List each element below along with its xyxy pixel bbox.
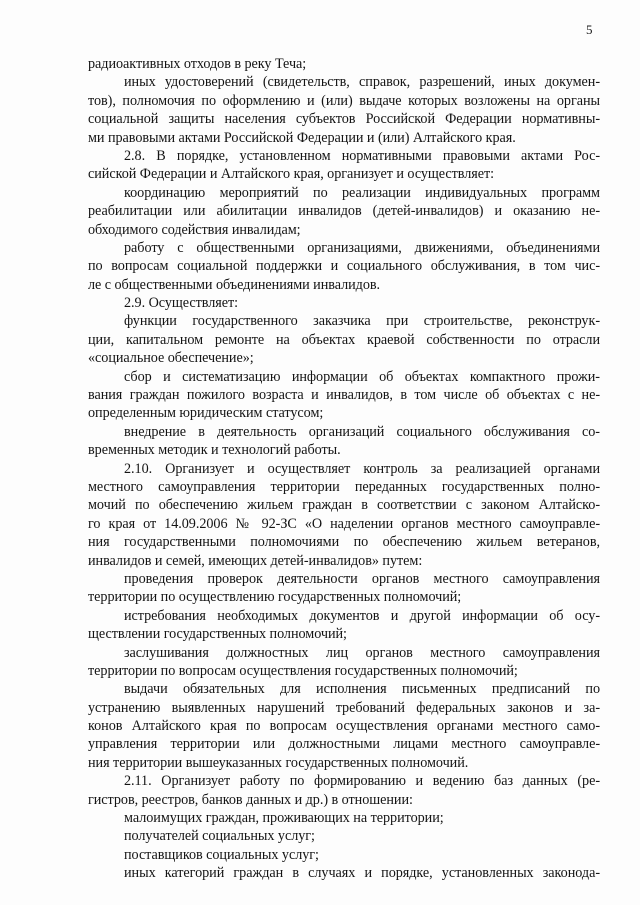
- text-line: сийской Федерации и Алтайского края, организует и осуществляет:: [88, 166, 495, 183]
- text-line: 2.9. Осуществляет:: [124, 295, 239, 312]
- text-line: тов), полномочия по оформлению и (или) выдаче которых возложены на органы: [88, 92, 600, 109]
- text-line: обходимого содействия инвалидам;: [88, 221, 301, 238]
- text-line: получателей социальных услуг;: [124, 828, 315, 845]
- text-line: го края от 14.09.2006 № 92-ЗС «О наделении органов местного самоуправле-: [88, 515, 600, 532]
- text-line: территории по вопросам осуществления государственных полномочий;: [88, 662, 518, 679]
- text-line: координацию мероприятий по реализации индивидуальных программ: [124, 184, 600, 201]
- page-number: 5: [586, 22, 593, 37]
- text-line: реабилитации или абилитации инвалидов (детей-инвалидов) и оказанию не-: [88, 203, 600, 220]
- text-line: иных категорий граждан в случаях и порядке, установленных законода-: [124, 865, 600, 882]
- text-line: радиоактивных отходов в реку Теча;: [88, 56, 307, 72]
- document-body: [88, 55, 600, 883]
- text-line: 2.11. Организует работу по формированию и ведению баз данных (ре-: [124, 773, 600, 790]
- text-line: ции, капитальном ремонте на объектах краевой собственности по отрасли: [88, 331, 600, 348]
- text-line: сбор и систематизацию информации об объектах компактного прожи-: [124, 368, 600, 385]
- text-line: малоимущих граждан, проживающих на территории;: [124, 810, 444, 827]
- text-line: ния территории вышеуказанных государственных полномочий.: [88, 754, 469, 771]
- text-line: заслушивания должностных лиц органов местного самоуправления: [124, 644, 600, 661]
- text-line: поставщиков социальных услуг;: [124, 846, 319, 863]
- text-line: ществлении государственных полномочий;: [88, 626, 347, 643]
- text-line: временных методик и технологий работы.: [88, 442, 341, 459]
- text-line: гистров, реестров, банков данных и др.) в отношении:: [88, 791, 413, 808]
- text-line: мочий по обеспечению жильем граждан в соответствии с законом Алтайско-: [88, 497, 600, 514]
- text-line: определенным юридическим статусом;: [88, 405, 324, 422]
- text-line: работу с общественными организациями, движениями, объединениями: [124, 239, 600, 256]
- text-line: функции государственного заказчика при строительстве, реконструк-: [124, 313, 600, 330]
- text-line: выдачи обязательных для исполнения письменных предписаний по: [124, 681, 600, 698]
- text-line: 2.10. Организует и осуществляет контроль за реализацией органами: [124, 460, 600, 477]
- text-line: иных удостоверений (свидетельств, справок, разрешений, иных докумен-: [124, 74, 600, 91]
- text-line: по вопросам социальной поддержки и социального обслуживания, в том чис-: [88, 258, 600, 275]
- text-line: 2.8. В порядке, установленном нормативными правовыми актами Рос-: [124, 147, 600, 164]
- text-line: проведения проверок деятельности органов местного самоуправления: [124, 570, 600, 587]
- text-line: местного самоуправления территории переданных государственных полно-: [88, 478, 600, 495]
- text-line: ле с общественными объединениями инвалидов.: [88, 276, 381, 293]
- text-line: вания граждан пожилого возраста и инвалидов, в том числе об объектах с не-: [88, 387, 600, 404]
- text-line: устранению выявленных нарушений требований федеральных законов и за-: [88, 699, 600, 716]
- text-line: «социальное обеспечение»;: [88, 350, 254, 367]
- text-line: конов Алтайского края по вопросам осуществления органами местного само-: [88, 718, 600, 735]
- text-line: ния государственными полномочиями по обеспечению жильем ветеранов,: [88, 534, 600, 551]
- text-line: территории по осуществлению государственных полномочий;: [88, 589, 462, 606]
- text-line: управления территории или должностными лицами местного самоуправле-: [88, 736, 600, 753]
- text-line: ми правовыми актами Российской Федерации и (или) Алтайского края.: [88, 129, 516, 146]
- text-line: истребования необходимых документов и другой информации об осу-: [124, 607, 600, 624]
- text-line: внедрение в деятельность организаций социального обслуживания со-: [124, 423, 600, 440]
- text-line: социальной защиты населения субъектов Российской Федерации нормативны-: [88, 111, 600, 128]
- text-line: инвалидов и семей, имеющих детей-инвалидов» путем:: [88, 552, 423, 569]
